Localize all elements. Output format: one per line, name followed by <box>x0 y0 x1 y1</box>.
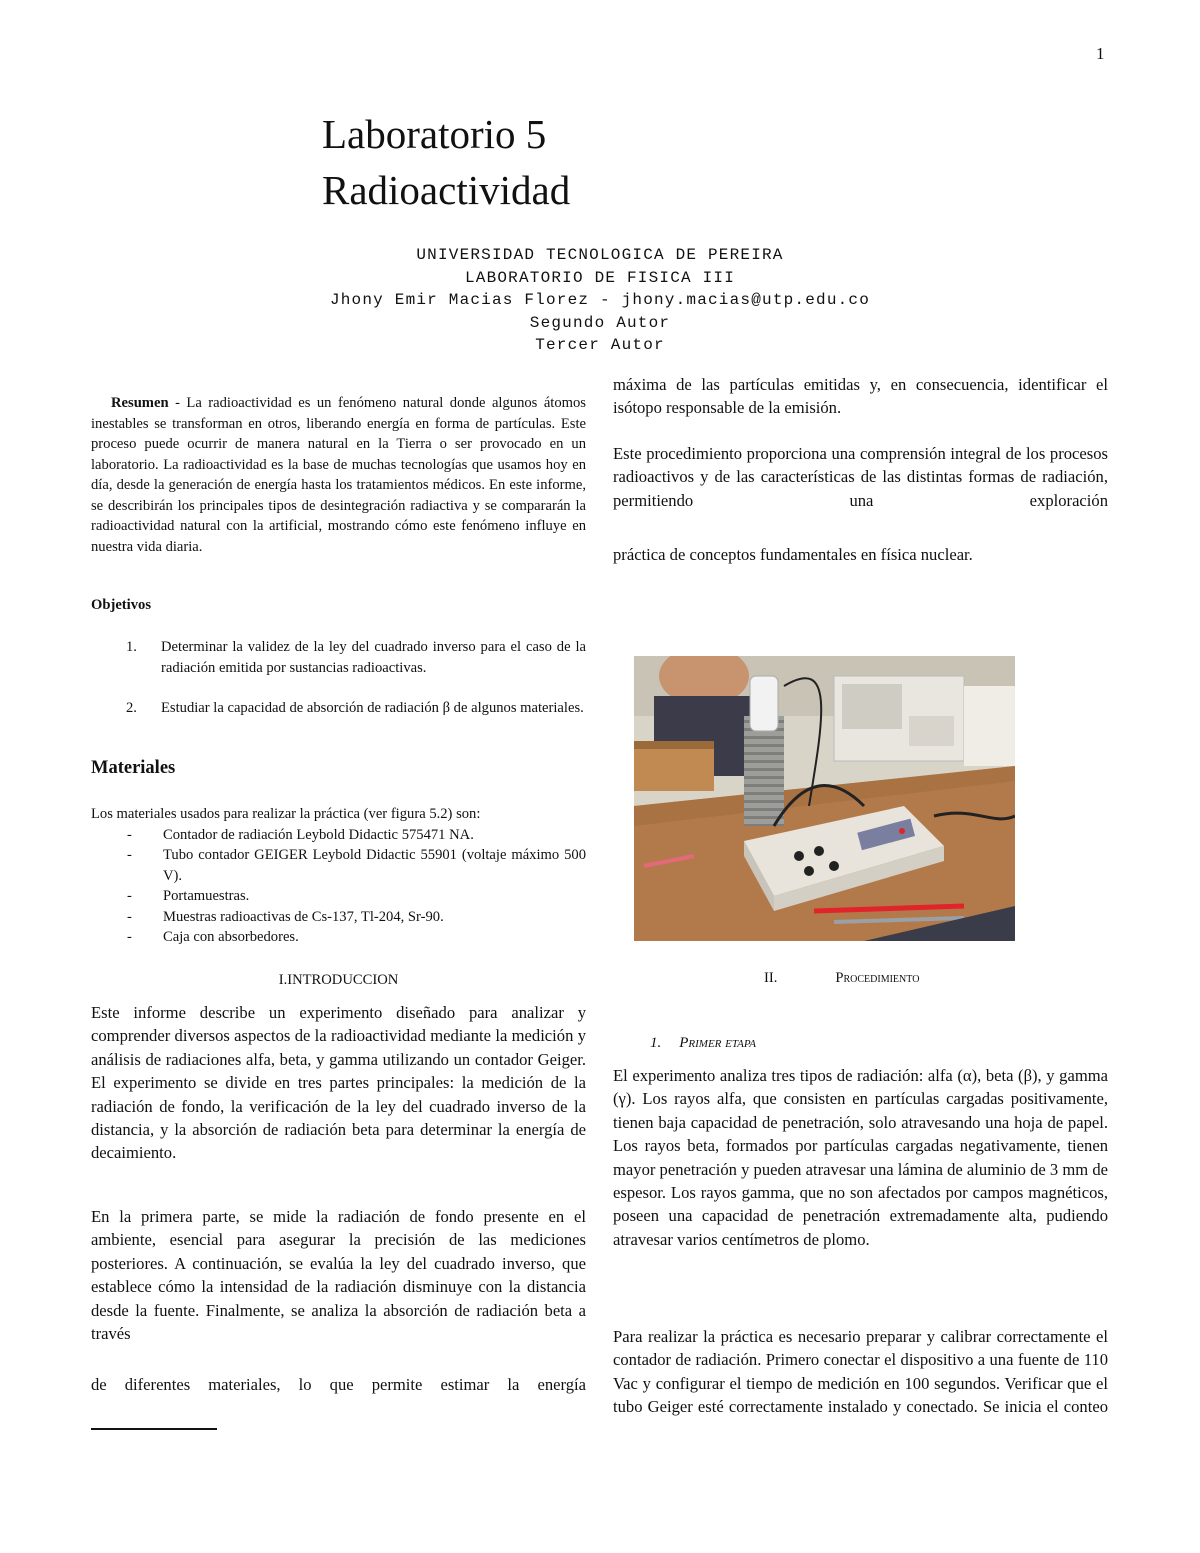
lab-name: LABORATORIO DE FISICA III <box>464 268 736 287</box>
materials-intro <box>91 804 586 948</box>
intro-paragraph-1: Este informe describe un experimento diseñado para analizar y comprender diversos aspectos de la radioactividad mediante la medición y análisis de radiaciones alfa, beta, y gamma utilizando un contador Geiger. El experimento se divide en tres partes principales: la medición de la radiación de fondo, la verificación de la ley del cuadrado inverso de la distancia, y la absorción de radiación beta para determinar la energía de decaimiento. <box>91 1003 586 1163</box>
abstract-text: - La radioactividad es un fenómeno natural donde algunos átomos inestables se transforman en otros, liberando energía en forma de partículas. Este proceso puede ocurrir de manera natural en la Tierra o ser provocado en un laboratorio. La radioactividad es la base de muchas tecnologías que usamos hoy en día, desde la generación de energía hasta los tratamientos médicos. En este informe, se describirán los principales tipos de desintegración radiactiva y se compararán la radioactividad natural con la artificial, mostrando cómo este fenómeno influye en nuestra vida diaria. <box>91 395 586 555</box>
material-item <box>91 927 586 948</box>
author-3: Tercer Autor <box>535 336 665 354</box>
material-text: Contador de radiación Leybold Didactic 575471 NA. <box>163 826 474 843</box>
objective-text: Estudiar la capacidad de absorción de radiación β de algunos materiales. <box>161 700 584 716</box>
material-item <box>91 907 586 928</box>
material-item <box>91 825 586 846</box>
right-paragraph-end: práctica de conceptos fundamentales en física nuclear. <box>613 545 973 564</box>
section-number: I. <box>278 972 288 988</box>
affiliation-block <box>200 244 1000 357</box>
footnote-rule <box>91 1428 217 1430</box>
abstract-label: Resumen <box>111 395 169 411</box>
material-text: Tubo contador GEIGER Leybold Didactic 55901 (voltaje máximo 500 V). <box>163 847 586 884</box>
right-paragraph: Este procedimiento proporciona una comprensión integral de los procesos radioactivos y de las características de las distintas formas de radiación, permitiendo una exploración <box>613 444 1108 510</box>
procedure-paragraph-1: El experimento analiza tres tipos de radiación: alfa (α), beta (β), y gamma (γ). Los rayos alfa, que consisten en partículas cargadas positivamente, tienen baja capacidad de penetración, solo atravesando una hoja de papel. Los rayos beta, formados por partículas cargadas negativamente, tienen mayor penetración y pueden atravesar una lámina de aluminio de 3 mm de espesor. Los rayos gamma, que no son afectados por campos magnéticos, poseen una capacidad de penetración extremadamente alta, pudiendo atravesar varios centímetros de plomo. <box>613 1066 1108 1249</box>
objective-item <box>91 698 586 719</box>
title-line-2: Radioactividad <box>322 167 571 213</box>
procedure-paragraph-2: Para realizar la práctica es necesario preparar y calibrar correctamente el contador de radiación. Primero conectar el dispositivo a una fuente de 110 Vac y configurar el tiempo de medición en 100 segundos. Verificar que el tubo Geiger esté correctamente instalado y conectado. Se inicia el conteo <box>613 1327 1108 1417</box>
section-heading-procedimiento <box>764 970 919 987</box>
section-title: Procedimiento <box>835 970 920 986</box>
section-heading-introduccion <box>91 972 586 989</box>
objective-number: 2. <box>126 700 137 716</box>
university-name: UNIVERSIDAD TECNOLOGICA DE PEREIRA <box>416 246 784 264</box>
subsection-heading <box>650 1035 756 1052</box>
materials-list <box>91 825 586 948</box>
bullet-dash: - <box>127 826 132 843</box>
materials-intro-text: Los materiales usados para realizar la práctica (ver figura 5.2) son: <box>91 806 481 822</box>
objective-text: Determinar la validez de la ley del cuadrado inverso para el caso de la radiación emitida por sustancias radioactivas. <box>161 639 586 676</box>
intro-paragraph-2: En la primera parte, se mide la radiación de fondo presente en el ambiente, esencial para asegurar la precisión de las mediciones posteriores. A continuación, se evalúa la ley del cuadrado inverso, que establece cómo la intensidad de la radiación disminuye con la distancia desde la fuente. Finalmente, se analiza la absorción de radiación beta a través <box>91 1207 586 1344</box>
objectives-list-wrapper <box>91 637 586 739</box>
material-item <box>91 845 586 886</box>
material-text: Portamuestras. <box>163 888 250 904</box>
subsection-number: 1. <box>650 1035 662 1051</box>
right-continuation: máxima de las partículas emitidas y, en consecuencia, identificar el isótopo responsable de la emisión. <box>613 375 1108 418</box>
bullet-dash: - <box>127 908 132 925</box>
materials-heading: Materiales <box>91 758 176 778</box>
lab-equipment-photo <box>634 656 1015 941</box>
objectives-heading: Objetivos <box>91 597 151 613</box>
bullet-dash: - <box>127 847 132 863</box>
section-number: II. <box>764 970 778 986</box>
subsection-title: Primer etapa <box>679 1035 756 1051</box>
title-line-1: Laboratorio 5 <box>322 111 547 157</box>
section-title: INTRODUCCION <box>287 972 399 988</box>
material-text: Caja con absorbedores. <box>163 929 299 945</box>
intro-paragraph-3: de diferentes materiales, lo que permite estimar la energía <box>91 1375 586 1394</box>
material-text: Muestras radioactivas de Cs-137, Tl-204, Sr-90. <box>163 908 444 925</box>
material-item <box>91 886 586 907</box>
page-title <box>322 106 570 218</box>
objective-number: 1. <box>126 639 137 655</box>
bullet-dash: - <box>127 888 132 904</box>
bullet-dash: - <box>127 929 132 945</box>
author-2: Segundo Autor <box>529 313 671 332</box>
author-1: Jhony Emir Macias Florez - jhony.macias@utp.edu.co <box>329 291 871 309</box>
page-number: 1 <box>1096 44 1105 63</box>
objective-item <box>91 637 586 678</box>
abstract <box>91 393 586 557</box>
objectives-list <box>91 637 586 719</box>
